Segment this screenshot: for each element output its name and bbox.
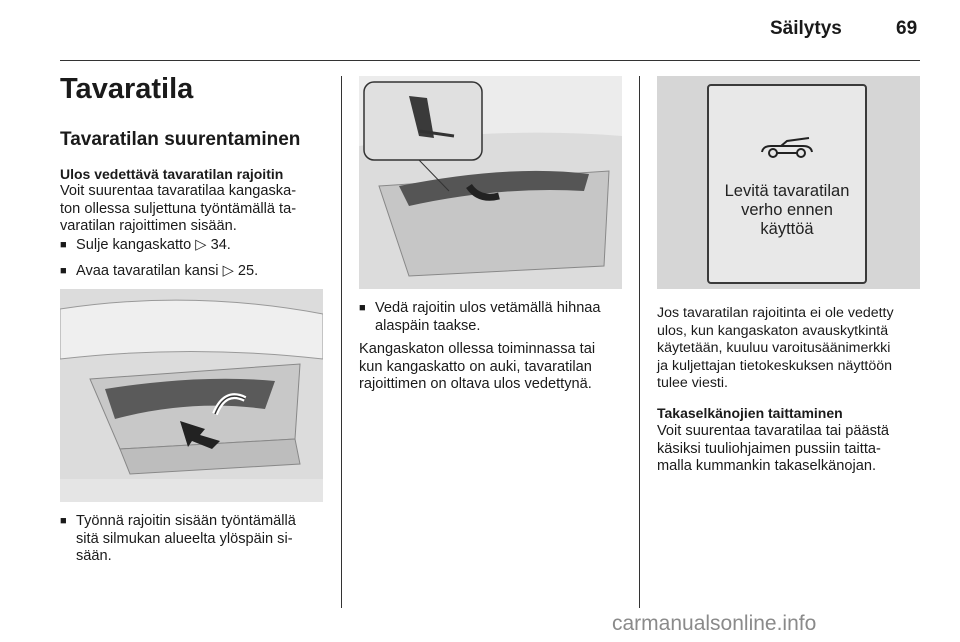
text-line: alaspäin taakse. bbox=[375, 317, 481, 334]
text-line: sään. bbox=[76, 548, 112, 564]
text-line: varatilan rajoittimen sisään. bbox=[60, 218, 237, 234]
page-ref[interactable]: 25. bbox=[237, 263, 259, 279]
page-number: 69 bbox=[896, 18, 918, 39]
text-line: Voit suurentaa tavaratilaa kangaska- bbox=[60, 183, 297, 199]
section-subtitle: Tavaratilan suurentaminen bbox=[60, 129, 301, 150]
convertible-car-icon bbox=[759, 136, 815, 160]
subheading: Ulos vedettävä tavaratilan rajoitin bbox=[60, 166, 284, 182]
text-line: ■ Työnnä rajoitin sisään työntämällä bbox=[76, 513, 296, 529]
text-line: ton ollessa suljettuna työntämällä ta- bbox=[60, 200, 297, 217]
bullet-text: Sulje kangaskatto bbox=[76, 237, 192, 253]
page-ref-icon: ▷ bbox=[222, 263, 234, 279]
text-line: tulee viesti. bbox=[657, 375, 728, 391]
bullet-open-lid bbox=[60, 263, 258, 281]
chapter-title: Tavaratila bbox=[60, 73, 194, 105]
header-divider bbox=[60, 60, 920, 61]
text-line: sitä silmukan alueelta ylöspäin si- bbox=[76, 530, 293, 547]
text-line: käytetään, kuuluu varoitusäänimerkki bbox=[657, 340, 891, 356]
bullet-text: Avaa tavaratilan kansi bbox=[76, 263, 219, 279]
bullet-close-roof bbox=[60, 237, 231, 255]
text-line: ja kuljettajan tietokeskuksen näyttöön bbox=[657, 357, 893, 374]
text-line: Voit suurentaa tavaratilaa tai päästä bbox=[657, 423, 890, 439]
subheading-seatbacks: Takaselkänojien taittaminen bbox=[657, 405, 843, 421]
bullet-push-limiter bbox=[60, 513, 346, 566]
text-line: kun kangaskatto on auki, tavaratilan bbox=[359, 358, 592, 375]
bullet-pull-limiter bbox=[359, 300, 645, 335]
page-ref[interactable]: 34. bbox=[210, 237, 231, 253]
text-line: ■ Vedä rajoitin ulos vetämällä hihnaa bbox=[375, 300, 601, 316]
page-ref-icon: ▷ bbox=[195, 237, 207, 253]
column-divider-2 bbox=[639, 76, 640, 608]
warning-label-figure bbox=[657, 76, 920, 289]
seatback-paragraph bbox=[657, 423, 932, 476]
text-line: rajoittimen on oltava ulos vedettynä. bbox=[359, 376, 592, 392]
watermark: carmanualsonline.info bbox=[612, 612, 817, 635]
trunk-pull-illustration bbox=[359, 76, 622, 289]
warning-paragraph bbox=[657, 305, 947, 393]
text-line: Jos tavaratilan rajoitinta ei ole vedetty bbox=[657, 305, 894, 321]
text-line: Levitä tavaratilan bbox=[724, 182, 850, 200]
roof-operation-paragraph bbox=[359, 341, 634, 394]
text-line: ulos, kun kangaskaton avauskytkintä bbox=[657, 322, 889, 339]
trunk-push-illustration bbox=[60, 289, 323, 502]
text-line: Kangaskaton ollessa toiminnassa tai bbox=[359, 341, 596, 357]
text-line: malla kummankin takaselkänojan. bbox=[657, 458, 877, 474]
trunk-curtain-label bbox=[707, 84, 867, 284]
intro-paragraph bbox=[60, 183, 335, 236]
text-line: verho ennen bbox=[741, 201, 833, 219]
label-text bbox=[709, 182, 865, 239]
text-line: käsiksi tuuliohjaimen pussiin taitta- bbox=[657, 440, 881, 457]
section-title: Säilytys bbox=[770, 18, 842, 39]
text-line: käyttöä bbox=[760, 220, 814, 238]
